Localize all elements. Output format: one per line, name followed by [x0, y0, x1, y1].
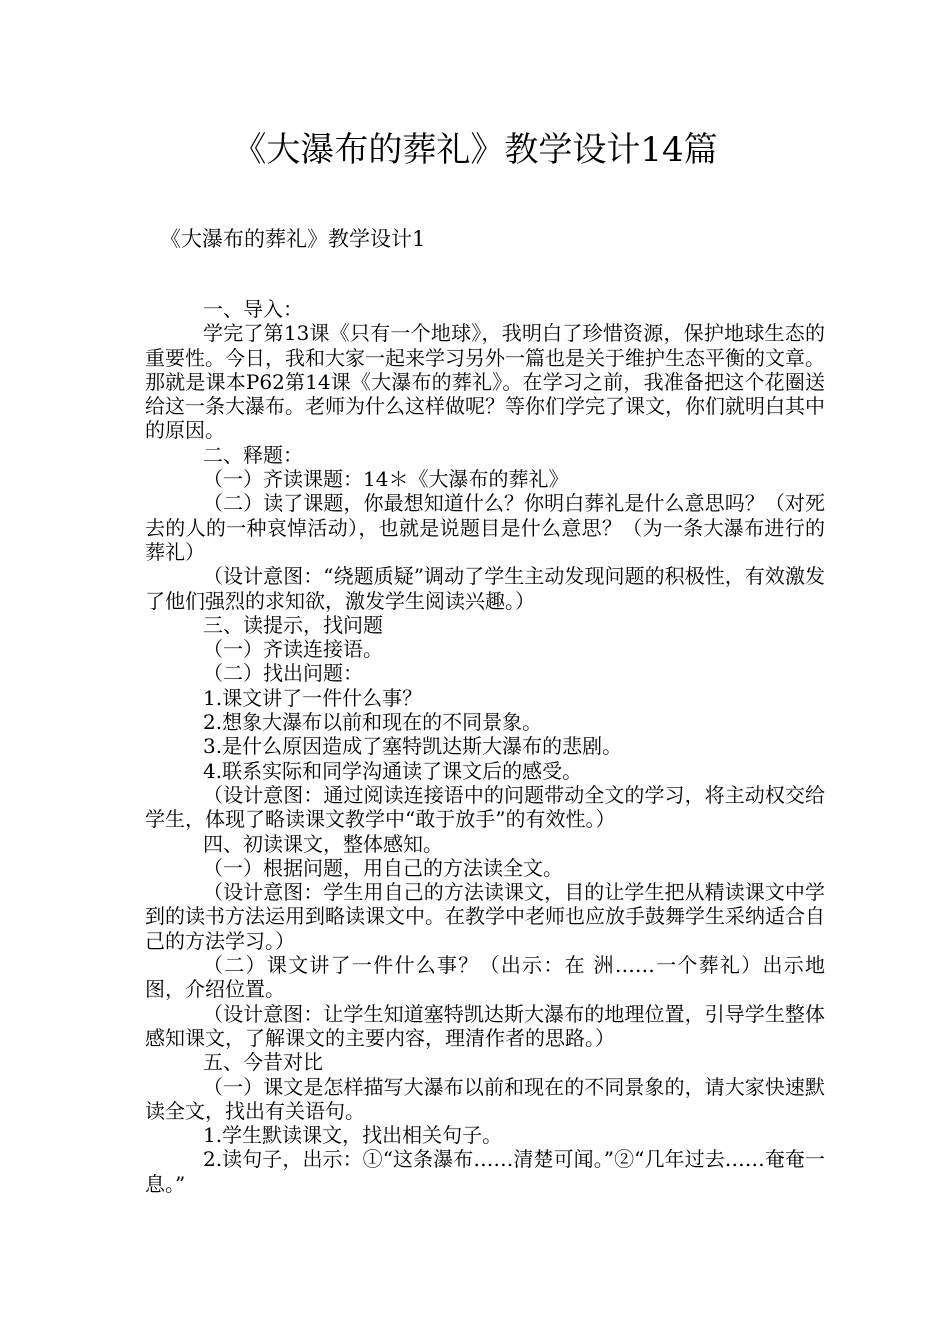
paragraph: （一）课文是怎样描写大瀑布以前和现在的不同景象的，请大家快速默读全文，找出有关语句。 [145, 1074, 825, 1123]
paragraph: 2.读句子，出示：①“这条瀑布……清楚可闻。”②“几年过去……奄奄一息。” [145, 1147, 825, 1196]
paragraph: （一）齐读课题：14＊《大瀑布的葬礼》 [203, 467, 569, 492]
paragraph: （一）根据问题，用自己的方法读全文。 [203, 855, 563, 880]
paragraph: 3.是什么原因造成了塞特凯达斯大瀑布的悲剧。 [203, 734, 623, 759]
document-title: 《大瀑布的葬礼》教学设计14篇 [232, 130, 718, 170]
paragraph: （二）找出问题： [203, 661, 363, 686]
paragraph: 一、导入： [203, 297, 303, 321]
paragraph: 4.联系实际和同学沟通读了课文后的感受。 [203, 758, 583, 783]
paragraph: 二、释题： [203, 442, 303, 467]
paragraph: 学完了第13课《只有一个地球》，我明白了珍惜资源，保护地球生态的重要性。今日，我和大家一起来学习另外一篇也是关于维护生态平衡的文章。那就是课本P62第14课《大瀑布的葬礼》。在学习之前，我准备把这个花圈送给这一条大瀑布。老师为什么这样做呢？等你们学完了课文，你们就明白其中的原因。 [145, 321, 825, 443]
paragraph: 1.课文讲了一件什么事？ [203, 685, 423, 710]
document-subtitle: 《大瀑布的葬礼》教学设计1 [160, 227, 426, 251]
paragraph: （二）课文讲了一件什么事？（出示：在 洲……一个葬礼）出示地图，介绍位置。 [145, 953, 825, 1002]
paragraph: （设计意图：通过阅读连接语中的问题带动全文的学习，将主动权交给学生，体现了略读课文教学中“敢于放手”的有效性。） [145, 782, 825, 832]
paragraph: 三、读提示，找问题 [203, 612, 383, 637]
paragraph: （二）读了课题，你最想知道什么？你明白葬礼是什么意思吗？（对死去的人的一种哀悼活动），也就是说题目是什么意思？（为一条大瀑布进行的葬礼） [145, 491, 825, 564]
paragraph: （设计意图：让学生知道塞特凯达斯大瀑布的地理位置，引导学生整体感知课文，了解课文的主要内容，理清作者的思路。） [145, 1001, 825, 1050]
paragraph: （一）齐读连接语。 [203, 637, 383, 662]
paragraph: （设计意图：“绕题质疑”调动了学生主动发现问题的积极性，有效激发了他们强烈的求知欲，激发学生阅读兴趣。） [145, 564, 825, 613]
document-body [145, 297, 825, 1196]
paragraph: （设计意图：学生用自己的方法读课文，目的让学生把从精读课文中学到的读书方法运用到略读课文中。在教学中老师也应放手鼓舞学生采纳适合自己的方法学习。） [145, 880, 825, 953]
paragraph: 五、今昔对比 [203, 1050, 323, 1075]
paragraph: 1.学生默读课文，找出相关句子。 [203, 1123, 503, 1148]
paragraph: 四、初读课文，整体感知。 [203, 831, 443, 856]
paragraph: 2.想象大瀑布以前和现在的不同景象。 [203, 710, 543, 735]
